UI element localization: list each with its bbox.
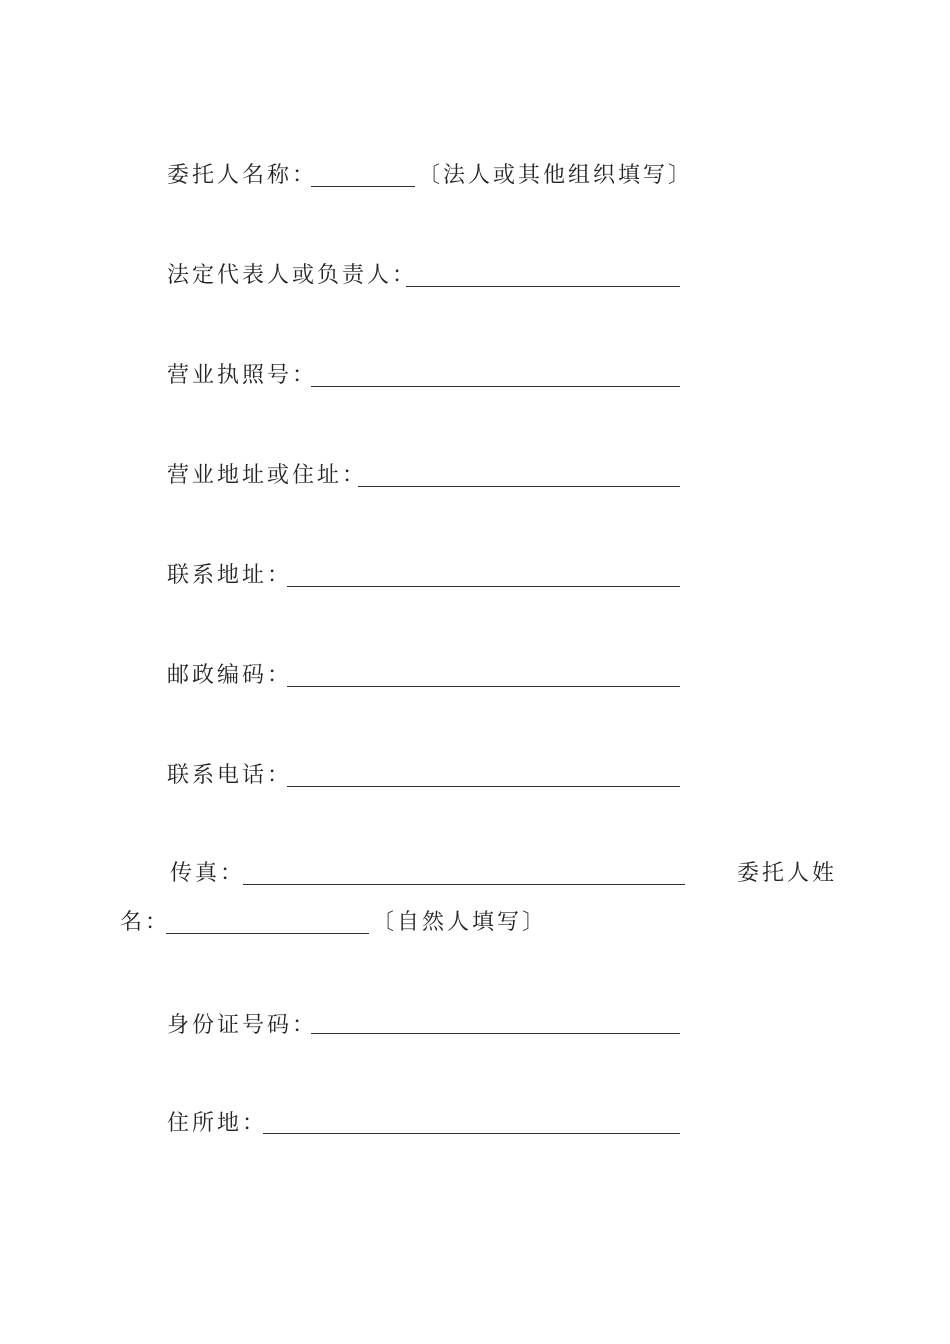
entrusting-person-name-label-part1: 委托人姓	[737, 861, 838, 886]
entrusting-person-name-field[interactable]	[166, 933, 369, 934]
entrusting-person-name-note: 〔自然人填写〕	[372, 910, 548, 935]
contact-address-label: 联系地址：	[167, 563, 293, 588]
fax-field[interactable]	[243, 884, 685, 885]
contact-address-field[interactable]	[287, 586, 680, 587]
legal-representative-field[interactable]	[406, 286, 680, 287]
id-number-field[interactable]	[311, 1033, 680, 1034]
entrusting-party-name-label: 委托人名称：	[167, 163, 318, 188]
contact-phone-field[interactable]	[287, 786, 680, 787]
postal-code-label: 邮政编码：	[167, 663, 293, 688]
business-license-field[interactable]	[311, 386, 680, 387]
business-address-label: 营业地址或住址：	[167, 463, 368, 488]
entrusting-person-name-label-part2: 名：	[120, 910, 171, 935]
residence-label: 住所地：	[167, 1111, 268, 1136]
id-number-label: 身份证号码：	[167, 1013, 318, 1038]
fax-label: 传真：	[170, 861, 246, 886]
residence-field[interactable]	[263, 1133, 680, 1134]
contact-phone-label: 联系电话：	[167, 763, 293, 788]
entrusting-party-name-field[interactable]	[311, 186, 415, 187]
entrusting-party-name-note: 〔法人或其他组织填写〕	[418, 163, 694, 188]
business-address-field[interactable]	[358, 486, 680, 487]
postal-code-field[interactable]	[287, 686, 680, 687]
business-license-label: 营业执照号：	[167, 363, 318, 388]
legal-representative-label: 法定代表人或负责人：	[167, 263, 418, 288]
